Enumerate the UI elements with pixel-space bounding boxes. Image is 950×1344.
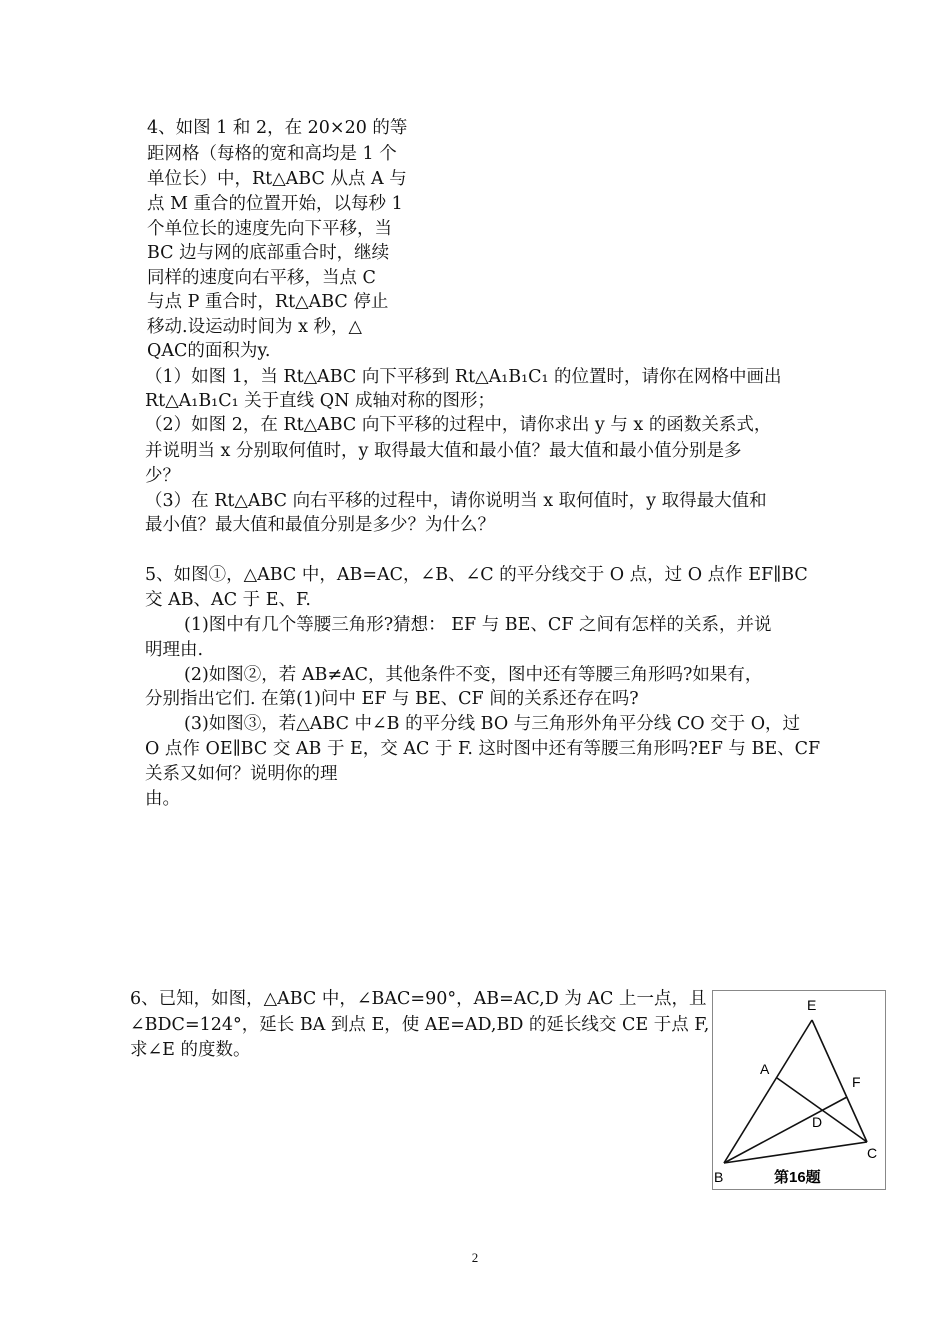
q4-col-line-8: 与点 P 重合时，Rt△ABC 停止	[147, 292, 389, 312]
q4-full-line-2: Rt△A₁B₁C₁ 关于直线 QN 成轴对称的图形；	[145, 391, 495, 411]
q5-line-6: 分别指出它们. 在第(1)问中 EF 与 BE、CF 间的关系还存在吗?	[145, 689, 639, 709]
q4-col-line-4: 点 M 重合的位置开始，以每秒 1	[147, 194, 403, 214]
q5-line-4: 明理由.	[145, 640, 204, 660]
q5-line-3: (1)图中有几个等腰三角形?猜想： EF 与 BE、CF 之间有怎样的关系，并说	[184, 615, 772, 635]
q4-col-line-3: 单位长）中，Rt△ABC 从点 A 与	[147, 169, 407, 189]
q6-line-1: 6、已知，如图，△ABC 中，∠BAC=90°，AB=AC,D 为 AC 上一点，且	[130, 989, 707, 1009]
q4-col-line-6: BC 边与网的底部重合时，继续	[147, 243, 390, 263]
q4-full-line-6: （3）在 Rt△ABC 向右平移的过程中，请你说明当 x 取何值时，y 取得最大值和	[145, 491, 767, 511]
q5-line-5: (2)如图②，若 AB≠AC，其他条件不变，图中还有等腰三角形吗?如果有，	[184, 665, 763, 685]
page-number: 2	[471, 1250, 479, 1265]
q6-line-3: 求∠E 的度数。	[130, 1040, 251, 1060]
label-d: D	[812, 1114, 823, 1130]
q5-line-10: 由。	[145, 789, 180, 809]
q4-full-line-1: （1）如图 1，当 Rt△ABC 向下平移到 Rt△A₁B₁C₁ 的位置时，请你在网格中画出	[145, 367, 782, 387]
q5-line-8: O 点作 OE∥BC 交 AB 于 E，交 AC 于 F. 这时图中还有等腰三角形吗?EF 与 BE、CF	[145, 739, 821, 759]
q5-line-2: 交 AB、AC 于 E、F.	[145, 590, 311, 610]
triangle-figure	[712, 990, 886, 1190]
figure-border	[713, 991, 886, 1190]
label-b: B	[714, 1169, 724, 1185]
q5-line-1: 5、如图①，△ABC 中，AB=AC，∠B、∠C 的平分线交于 O 点，过 O 点作 EF∥BC	[145, 565, 808, 585]
label-f: F	[852, 1074, 861, 1090]
q4-full-line-7: 最小值？最大值和最值分别是多少？为什么？	[145, 515, 495, 535]
q4-col-line-9: 移动.设运动时间为 x 秒，△	[147, 317, 363, 337]
q5-line-9: 关系又如何？说明你的理	[145, 764, 338, 784]
q5-line-7: (3)如图③，若△ABC 中∠B 的平分线 BO 与三角形外角平分线 CO 交于 O，过	[184, 714, 801, 734]
q4-col-line-2: 距网格（每格的宽和高均是 1 个	[147, 144, 397, 164]
q4-col-line-5: 个单位长的速度先向下平移，当	[147, 219, 392, 239]
figure-caption: 第16题	[774, 1169, 821, 1186]
q6-line-2: ∠BDC=124°，延长 BA 到点 E，使 AE=AD,BD 的延长线交 CE 于点 F,	[130, 1015, 710, 1035]
q4-col-line-7: 同样的速度向右平移，当点 C	[147, 268, 376, 288]
q4-full-line-3: （2）如图 2，在 Rt△ABC 向下平移的过程中，请你求出 y 与 x 的函数关系式，	[145, 415, 772, 435]
label-a: A	[760, 1061, 770, 1077]
label-c: C	[867, 1145, 878, 1161]
q4-col-line-1: 4、如图 1 和 2，在 20×20 的等	[147, 118, 408, 138]
q4-full-line-5: 少？	[145, 466, 180, 486]
q4-col-line-10: QAC的面积为y.	[147, 341, 271, 361]
label-e: E	[807, 997, 817, 1013]
q4-full-line-4: 并说明当 x 分别取何值时，y 取得最大值和最小值？最大值和最小值分别是多	[145, 441, 742, 461]
